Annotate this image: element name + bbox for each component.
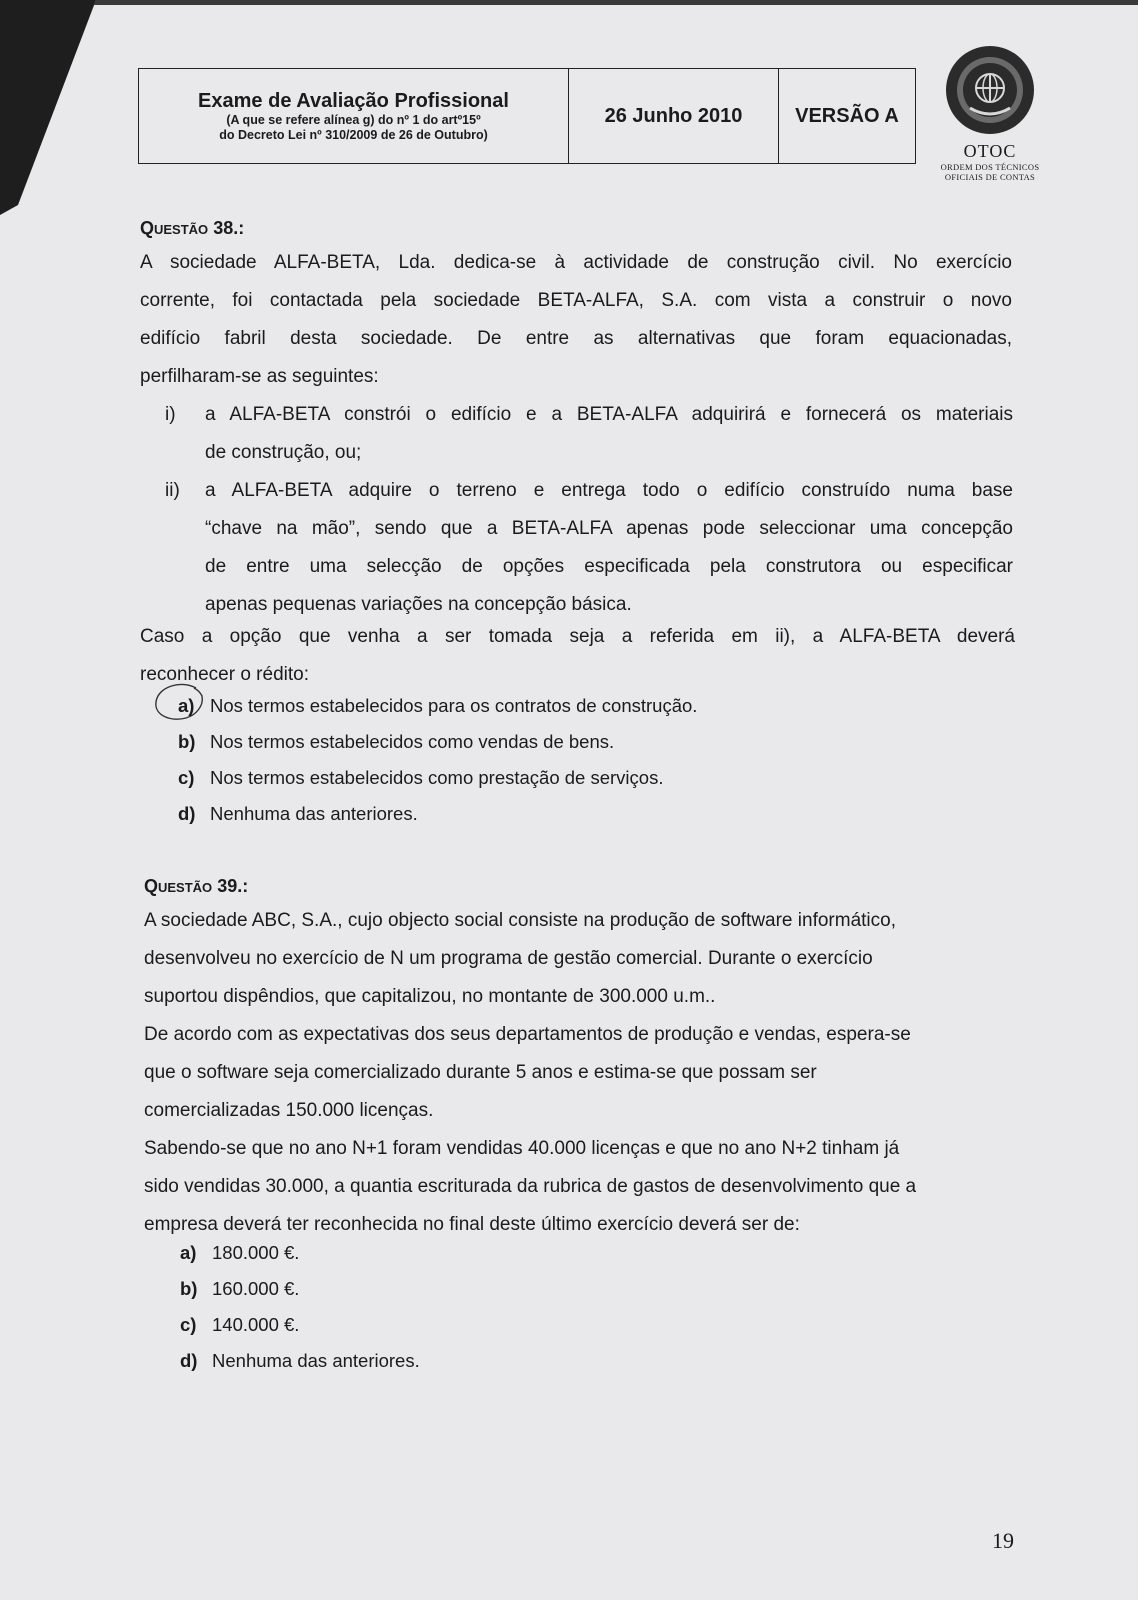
- option-b[interactable]: [178, 724, 697, 760]
- exam-header: [138, 68, 916, 164]
- question-39-options: [180, 1235, 420, 1379]
- option-text: Nenhuma das anteriores.: [210, 803, 418, 824]
- question-38-title: [140, 218, 244, 239]
- otoc-logo: [938, 42, 1042, 182]
- exam-date: 26 Junho 2010: [604, 104, 743, 127]
- option-b[interactable]: [180, 1271, 420, 1307]
- option-letter: a): [178, 695, 195, 716]
- exam-version: VERSÃO A: [795, 104, 899, 127]
- text-line: A sociedade ABC, S.A., cujo objecto social consiste na produção de software informático,: [144, 910, 896, 931]
- text-line: empresa deverá ter reconhecida no final deste último exercício deverá ser de:: [144, 1214, 800, 1235]
- option-letter: a): [180, 1242, 197, 1263]
- text-line: comercializadas 150.000 licenças.: [144, 1100, 434, 1121]
- exam-subtitle-line2: do Decreto Lei nº 310/2009 de 26 de Outubro): [219, 127, 488, 142]
- alternative-ii-number: ii): [165, 480, 180, 501]
- text-line: sido vendidas 30.000, a quantia escriturada da rubrica de gastos de desenvolvimento que a: [144, 1176, 917, 1197]
- text-line: De acordo com as expectativas dos seus departamentos de produção e vendas, espera-se: [144, 1024, 911, 1045]
- exam-title: Exame de Avaliação Profissional: [198, 89, 509, 112]
- question-39-body: [144, 902, 1004, 1244]
- option-text: 140.000 €.: [212, 1314, 300, 1335]
- otoc-seal-icon: [942, 42, 1038, 138]
- text-line: desenvolveu no exercício de N um programa de gestão comercial. Durante o exercício: [144, 948, 873, 969]
- exam-date-cell: [569, 69, 779, 163]
- option-text: 160.000 €.: [212, 1278, 300, 1299]
- alternative-i-number: i): [165, 404, 176, 425]
- page-number: 19: [992, 1528, 1014, 1553]
- option-letter: d): [180, 1350, 198, 1371]
- alternative-i: [165, 396, 1015, 472]
- option-letter: c): [180, 1314, 197, 1335]
- text-line: reconhecer o rédito:: [140, 664, 309, 685]
- option-text: Nos termos estabelecidos para os contratos de construção.: [210, 695, 698, 716]
- text-line: Caso a opção que venha a ser tomada seja a referida em ii), a ALFA-BETA deverá: [140, 626, 1015, 647]
- option-text: Nos termos estabelecidos como prestação de serviços.: [210, 767, 664, 788]
- option-letter: b): [180, 1278, 198, 1299]
- text-line: “chave na mão”, sendo que a BETA-ALFA apenas pode seleccionar uma concepção: [205, 518, 1013, 539]
- option-a[interactable]: [180, 1235, 420, 1271]
- question-38-prompt: [140, 618, 1015, 694]
- option-text: Nos termos estabelecidos como vendas de bens.: [210, 731, 615, 752]
- option-c[interactable]: [178, 760, 697, 796]
- text-line: apenas pequenas variações na concepção básica.: [205, 594, 632, 615]
- text-line: edifício fabril desta sociedade. De entre as alternativas que foram equacionadas,: [140, 328, 1012, 349]
- option-text: 180.000 €.: [212, 1242, 300, 1263]
- option-letter: c): [178, 767, 195, 788]
- text-line: de entre uma selecção de opções especificada pela construtora ou especificar: [205, 556, 1013, 577]
- option-a[interactable]: [178, 688, 697, 724]
- option-letter: d): [178, 803, 196, 824]
- exam-version-cell: [779, 69, 915, 163]
- question-38-number: 38.:: [213, 218, 245, 238]
- question-39-word: Questão: [144, 876, 213, 896]
- alternative-ii: [165, 472, 1015, 624]
- question-38-word: Questão: [140, 218, 209, 238]
- question-39-number: 39.:: [217, 876, 249, 896]
- text-line: de construção, ou;: [205, 442, 362, 463]
- text-line: Sabendo-se que no ano N+1 foram vendidas 40.000 licenças e que no ano N+2 tinham já: [144, 1138, 900, 1159]
- text-line: que o software seja comercializado durante 5 anos e estima-se que possam ser: [144, 1062, 817, 1083]
- question-38-intro: [140, 244, 1012, 358]
- text-line: corrente, foi contactada pela sociedade BETA-ALFA, S.A. com vista a construir o novo: [140, 290, 1012, 311]
- logo-line1: ORDEM DOS TÉCNICOS: [940, 162, 1040, 172]
- exam-title-cell: [139, 69, 569, 163]
- text-line: a ALFA-BETA constrói o edifício e a BETA-ALFA adquirirá e fornecerá os materiais: [205, 404, 1013, 425]
- option-d[interactable]: [178, 796, 697, 832]
- text-line: A sociedade ALFA-BETA, Lda. dedica-se à actividade de construção civil. No exercício: [140, 252, 1012, 273]
- logo-name: OTOC: [963, 141, 1017, 161]
- exam-subtitle-line1: (A que se refere alínea g) do nº 1 do artº15º: [226, 112, 481, 127]
- text-line: a ALFA-BETA adquire o terreno e entrega todo o edifício construído numa base: [205, 480, 1013, 501]
- question-38-intro-last: [140, 358, 1012, 396]
- option-letter: b): [178, 731, 196, 752]
- question-38-options: [178, 688, 697, 832]
- logo-line2: OFICIAIS DE CONTAS: [944, 172, 1036, 182]
- question-39-title: [144, 876, 248, 897]
- text-line: perfilharam-se as seguintes:: [140, 366, 379, 387]
- text-line: suportou dispêndios, que capitalizou, no montante de 300.000 u.m..: [144, 986, 716, 1007]
- option-d[interactable]: [180, 1343, 420, 1379]
- option-text: Nenhuma das anteriores.: [212, 1350, 420, 1371]
- option-c[interactable]: [180, 1307, 420, 1343]
